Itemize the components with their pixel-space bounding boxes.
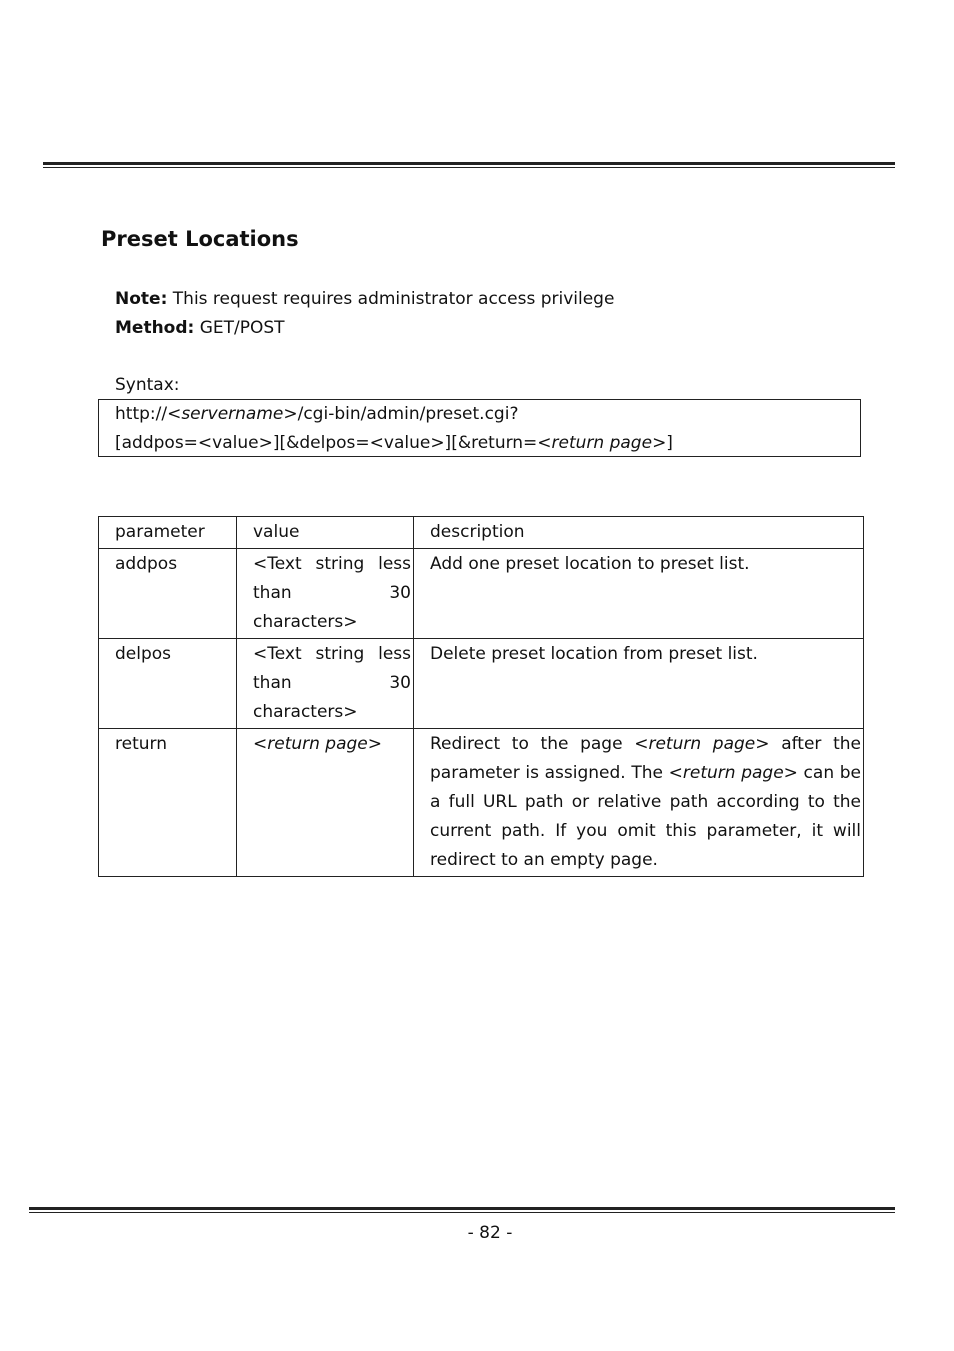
table-row xyxy=(99,729,864,877)
syntax-line-1-prefix: http://< xyxy=(115,404,182,424)
note-line xyxy=(115,285,614,314)
footer-rule xyxy=(29,1207,895,1213)
header-rule xyxy=(43,162,895,168)
header-parameter: parameter xyxy=(99,517,237,549)
method-label: Method: xyxy=(115,318,195,338)
page-number: - 82 - xyxy=(467,1223,513,1243)
method-text: GET/POST xyxy=(194,318,285,338)
cell-parameter: delpos xyxy=(99,639,237,729)
header-description: description xyxy=(414,517,864,549)
syntax-line-2 xyxy=(115,429,860,458)
cell-description: Delete preset location from preset list. xyxy=(414,639,864,729)
syntax-label: Syntax: xyxy=(115,375,180,395)
syntax-line-1-suffix: >/cgi-bin/admin/preset.cgi? xyxy=(283,404,519,424)
syntax-box xyxy=(98,399,861,457)
note-label: Note: xyxy=(115,289,168,309)
parameter-table xyxy=(98,516,864,877)
cell-description xyxy=(414,729,864,877)
note-text: This request requires administrator access privilege xyxy=(167,289,615,309)
header-value: value xyxy=(237,517,414,549)
desc-part: Redirect to the page xyxy=(430,734,635,754)
syntax-servername: servername xyxy=(181,404,284,424)
syntax-return-page: return page xyxy=(551,433,653,453)
desc-italic: <return page> xyxy=(634,734,770,754)
table-header-row xyxy=(99,517,864,549)
cell-value: <Text string less than 30 characters> xyxy=(237,639,414,729)
cell-value xyxy=(237,729,414,877)
desc-part: after the parameter is assigned. The xyxy=(430,734,861,783)
cell-value: <Text string less than 30 characters> xyxy=(237,549,414,639)
syntax-line-2-suffix: >] xyxy=(652,433,673,453)
syntax-line-1 xyxy=(115,400,860,429)
desc-part: can be a full URL path or relative path according to the current path. If you omit this parameter, it will redirect to an empty page. xyxy=(430,763,861,870)
method-line xyxy=(115,314,285,343)
cell-parameter: addpos xyxy=(99,549,237,639)
table-row xyxy=(99,549,864,639)
cell-value-italic: <return page> xyxy=(253,734,383,754)
desc-italic: <return page> xyxy=(668,763,798,783)
section-title: Preset Locations xyxy=(101,227,299,251)
syntax-line-2-prefix: [addpos=<value>][&delpos=<value>][&return=< xyxy=(115,433,552,453)
cell-description: Add one preset location to preset list. xyxy=(414,549,864,639)
table-row xyxy=(99,639,864,729)
cell-parameter: return xyxy=(99,729,237,877)
